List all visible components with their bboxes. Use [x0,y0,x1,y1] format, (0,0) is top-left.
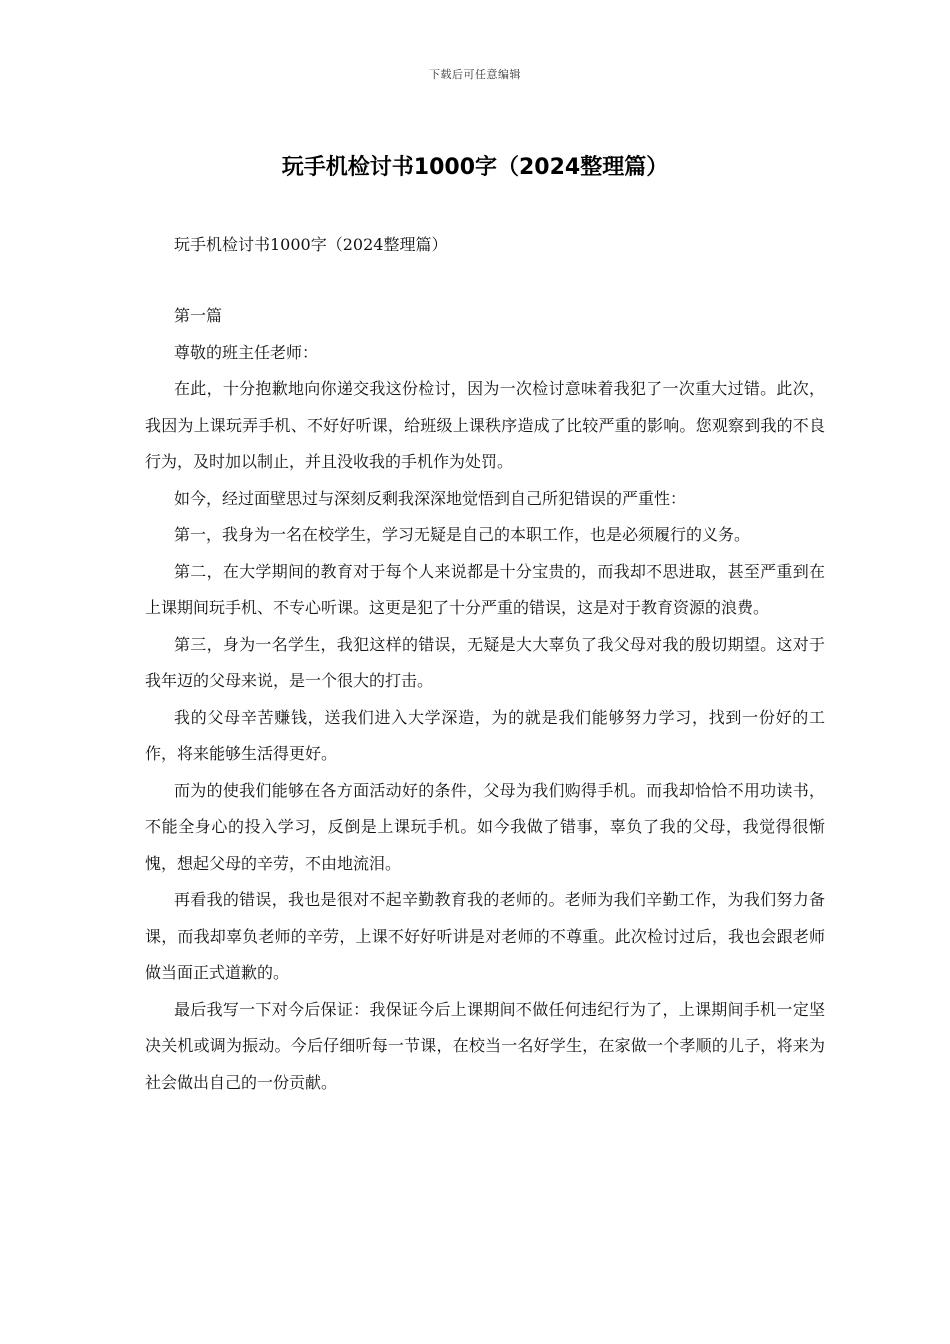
body-paragraph: 在此，十分抱歉地向你递交我这份检讨，因为一次检讨意味着我犯了一次重大过错。此次，我因为上课玩弄手机、不好好听课，给班级上课秩序造成了比较严重的影响。您观察到我的不良行为，及时加以制止，并且没收我的手机作为处罚。 [145,379,825,471]
body-paragraph: 第二，在大学期间的教育对于每个人来说都是十分宝贵的，而我却不思进取，甚至严重到在上课期间玩手机、不专心听课。这更是犯了十分严重的错误，这是对于教育资源的浪费。 [145,561,825,617]
body-paragraph: 再看我的错误，我也是很对不起辛勤教育我的老师的。老师为我们辛勤工作，为我们努力备课，而我却辜负老师的辛劳，上课不好好听讲是对老师的不尊重。此次检讨过后，我也会跟老师做当面正式道歉的。 [145,890,825,982]
body-paragraph: 第一，我身为一名在校学生，学习无疑是自己的本职工作，也是必须履行的义务。 [174,525,751,544]
body-paragraph: 最后我写一下对今后保证：我保证今后上课期间不做任何违纪行为了，上课期间手机一定坚决关机或调为振动。今后仔细听每一节课，在校当一名好学生，在家做一个孝顺的儿子，将来为社会做出自己的一份贡献。 [145,999,825,1092]
document-subtitle: 玩手机检讨书1000字（2024整理篇） [174,235,448,254]
header-note: 下载后可任意编辑 [429,68,521,81]
salutation: 尊敬的班主任老师： [174,342,319,362]
body-paragraph: 第三，身为一名学生，我犯这样的错误，无疑是大大辜负了我父母对我的殷切期望。这对于我年迈的父母来说，是一个很大的打击。 [145,634,825,690]
document-body [145,298,825,1101]
section-heading: 第一篇 [174,306,223,325]
document-title: 玩手机检讨书1000字（2024整理篇） [281,155,669,180]
body-paragraph: 而为的使我们能够在各方面活动好的条件，父母为我们购得手机。而我却恰恰不用功读书，不能全身心的投入学习，反倒是上课玩手机。如今我做了错事，辜负了我的父母，我觉得很惭愧，想起父母的辛劳，不由地流泪。 [145,780,825,873]
body-paragraph: 我的父母辛苦赚钱，送我们进入大学深造，为的就是我们能够努力学习，找到一份好的工作，将来能够生活得更好。 [145,707,825,763]
body-paragraph: 如今，经过面壁思过与深刻反剩我深深地觉悟到自己所犯错误的严重性： [174,488,687,508]
